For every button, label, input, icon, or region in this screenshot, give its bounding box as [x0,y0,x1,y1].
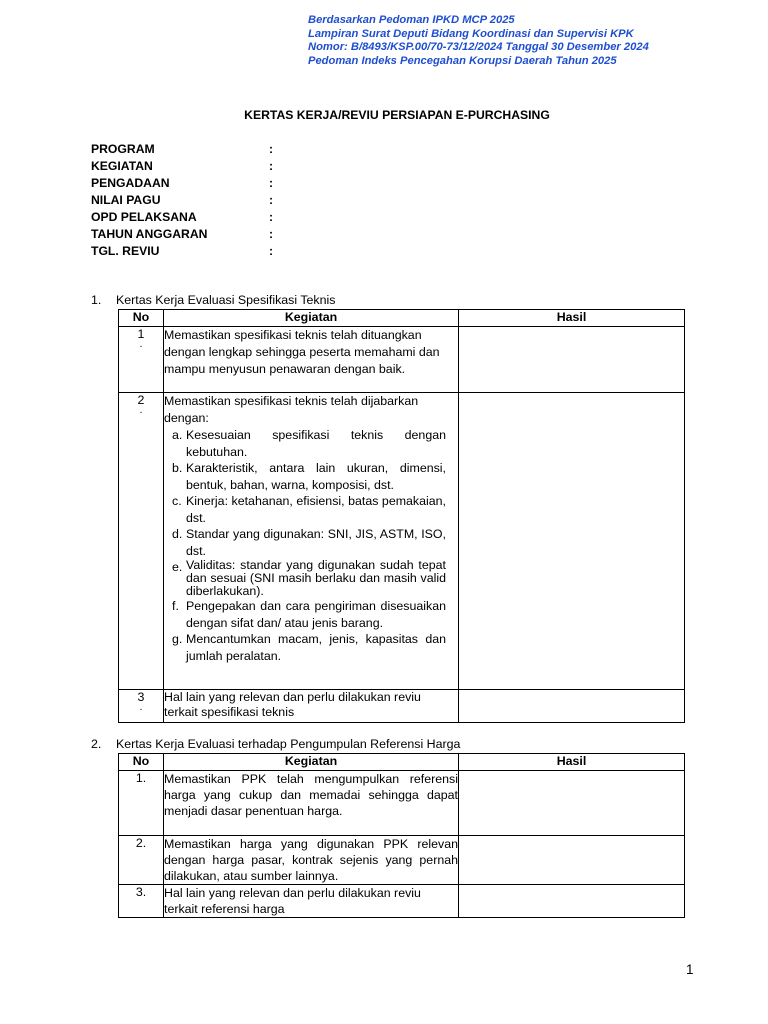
row-hasil-cell[interactable] [459,885,685,918]
field-colon: : [269,210,274,224]
row-number-dot: . [139,405,143,416]
field-label: OPD PELAKSANA [91,210,197,224]
sub-item-letter: a. [172,428,183,442]
header-hasil: Hasil [459,754,685,771]
row-number [119,393,164,690]
table-row [119,885,685,918]
row-kegiatan-intro: Memastikan spesifikasi teknis telah dijabarkan dengan: [164,394,419,425]
sub-item-text: Validitas: standar yang digunakan sudah tepat dan sesuai (SNI masih berlaku dan masih valid diberlakukan). [186,558,446,598]
table-spesifikasi-teknis [118,309,685,723]
field-label: NILAI PAGU [91,193,161,207]
field-label: KEGIATAN [91,159,153,173]
sub-item-letter: c. [172,494,182,508]
header-kegiatan: Kegiatan [164,310,459,327]
table-header-row [119,754,685,771]
section-2-title [91,737,460,751]
header-no: No [119,754,164,771]
field-label: PENGADAAN [91,176,170,190]
header-note-line: Lampiran Surat Deputi Bidang Koordinasi dan Supervisi KPK [308,27,634,40]
row-number: 1. [119,771,164,836]
header-kegiatan: Kegiatan [164,754,459,771]
section-1-title [91,293,335,307]
section-title-text: Kertas Kerja Evaluasi Spesifikasi Teknis [116,293,336,307]
sub-item [172,427,458,460]
row-kegiatan: Hal lain yang relevan dan perlu dilakukan reviu terkait referensi harga [164,885,459,918]
table-row [119,771,685,836]
section-title-text: Kertas Kerja Evaluasi terhadap Pengumpulan Referensi Harga [116,737,461,751]
row-hasil-cell[interactable] [459,393,685,690]
field-colon: : [269,193,274,207]
sub-item-text: Kinerja: ketahanan, efisiensi, batas pemakaian, dst. [186,494,446,525]
table-header-row [119,310,685,327]
header-no: No [119,310,164,327]
row-number [119,690,164,723]
field-label: TAHUN ANGGARAN [91,227,208,241]
document-title: KERTAS KERJA/REVIU PERSIAPAN E-PURCHASING [244,108,550,122]
table-row [119,393,685,690]
table-referensi-harga [118,753,685,918]
field-label: PROGRAM [91,142,155,156]
row-hasil-cell[interactable] [459,771,685,836]
row-kegiatan: Memastikan spesifikasi teknis telah dituangkan dengan lengkap sehingga peserta memahami dan mampu menyusun penawaran dengan baik. [164,327,459,393]
header-note [308,14,649,68]
row-number-digit: 3 [137,690,145,704]
sub-item-text: Karakteristik, antara lain ukuran, dimensi, bentuk, bahan, warna, komposisi, dst. [186,461,446,492]
table-row [119,327,685,393]
field-colon: : [269,142,274,156]
sub-item [172,526,458,559]
field-label: TGL. REVIU [91,244,160,258]
field-colon: : [269,176,274,190]
sub-item [172,631,458,664]
section-number: 2. [91,737,102,751]
sub-item-letter: g. [172,632,183,646]
sub-item [172,493,458,526]
sub-item-letter: b. [172,461,183,475]
sub-item [172,460,458,493]
row-number-dot: . [139,702,143,713]
sub-item [172,598,458,631]
row-hasil-cell[interactable] [459,327,685,393]
row-number-digit: 2 [137,393,145,407]
sub-item-text: Pengepakan dan cara pengiriman disesuaikan dengan sifat dan/ atau jenis barang. [186,599,446,630]
sub-item-text: Kesesuaian spesifikasi teknis dengan kebutuhan. [186,428,446,459]
row-kegiatan: Memastikan PPK telah mengumpulkan referensi harga yang cukup dan memadai sehingga dapat menjadi dasar penentuan harga. [164,771,459,836]
page-number: 1 [686,962,694,977]
sub-item-list [164,427,458,664]
sub-item-letter: d. [172,527,183,541]
sub-item-letter: e. [172,560,183,574]
sub-item [172,559,458,598]
sub-item-text: Standar yang digunakan: SNI, JIS, ASTM, ISO, dst. [186,527,446,558]
row-kegiatan: Memastikan harga yang digunakan PPK relevan dengan harga pasar, kontrak sejenis yang pernah dilakukan, atau sumber lainnya. [164,837,458,883]
section-number: 1. [91,293,102,307]
row-kegiatan: Hal lain yang relevan dan perlu dilakukan reviu terkait spesifikasi teknis [164,690,459,723]
row-number [119,327,164,393]
row-number-dot: . [139,339,143,350]
row-hasil-cell[interactable] [459,836,685,885]
row-number: 3. [119,885,164,918]
row-hasil-cell[interactable] [459,690,685,723]
row-number-digit: 1 [137,327,145,341]
field-colon: : [269,244,274,258]
field-colon: : [269,227,274,241]
header-note-line: Nomor: B/8493/KSP.00/70-73/12/2024 Tanggal 30 Desember 2024 [308,41,649,54]
row-number: 2. [119,836,164,885]
header-note-line: Pedoman Indeks Pencegahan Korupsi Daerah Tahun 2025 [308,54,617,67]
sub-item-text: Mencantumkan macam, jenis, kapasitas dan jumlah peralatan. [186,632,446,663]
row-kegiatan [164,393,459,690]
table-row [119,836,685,885]
header-note-line: Berdasarkan Pedoman IPKD MCP 2025 [308,14,515,26]
table-row [119,690,685,723]
sub-item-letter: f. [172,599,179,613]
field-colon: : [269,159,274,173]
header-hasil: Hasil [459,310,685,327]
